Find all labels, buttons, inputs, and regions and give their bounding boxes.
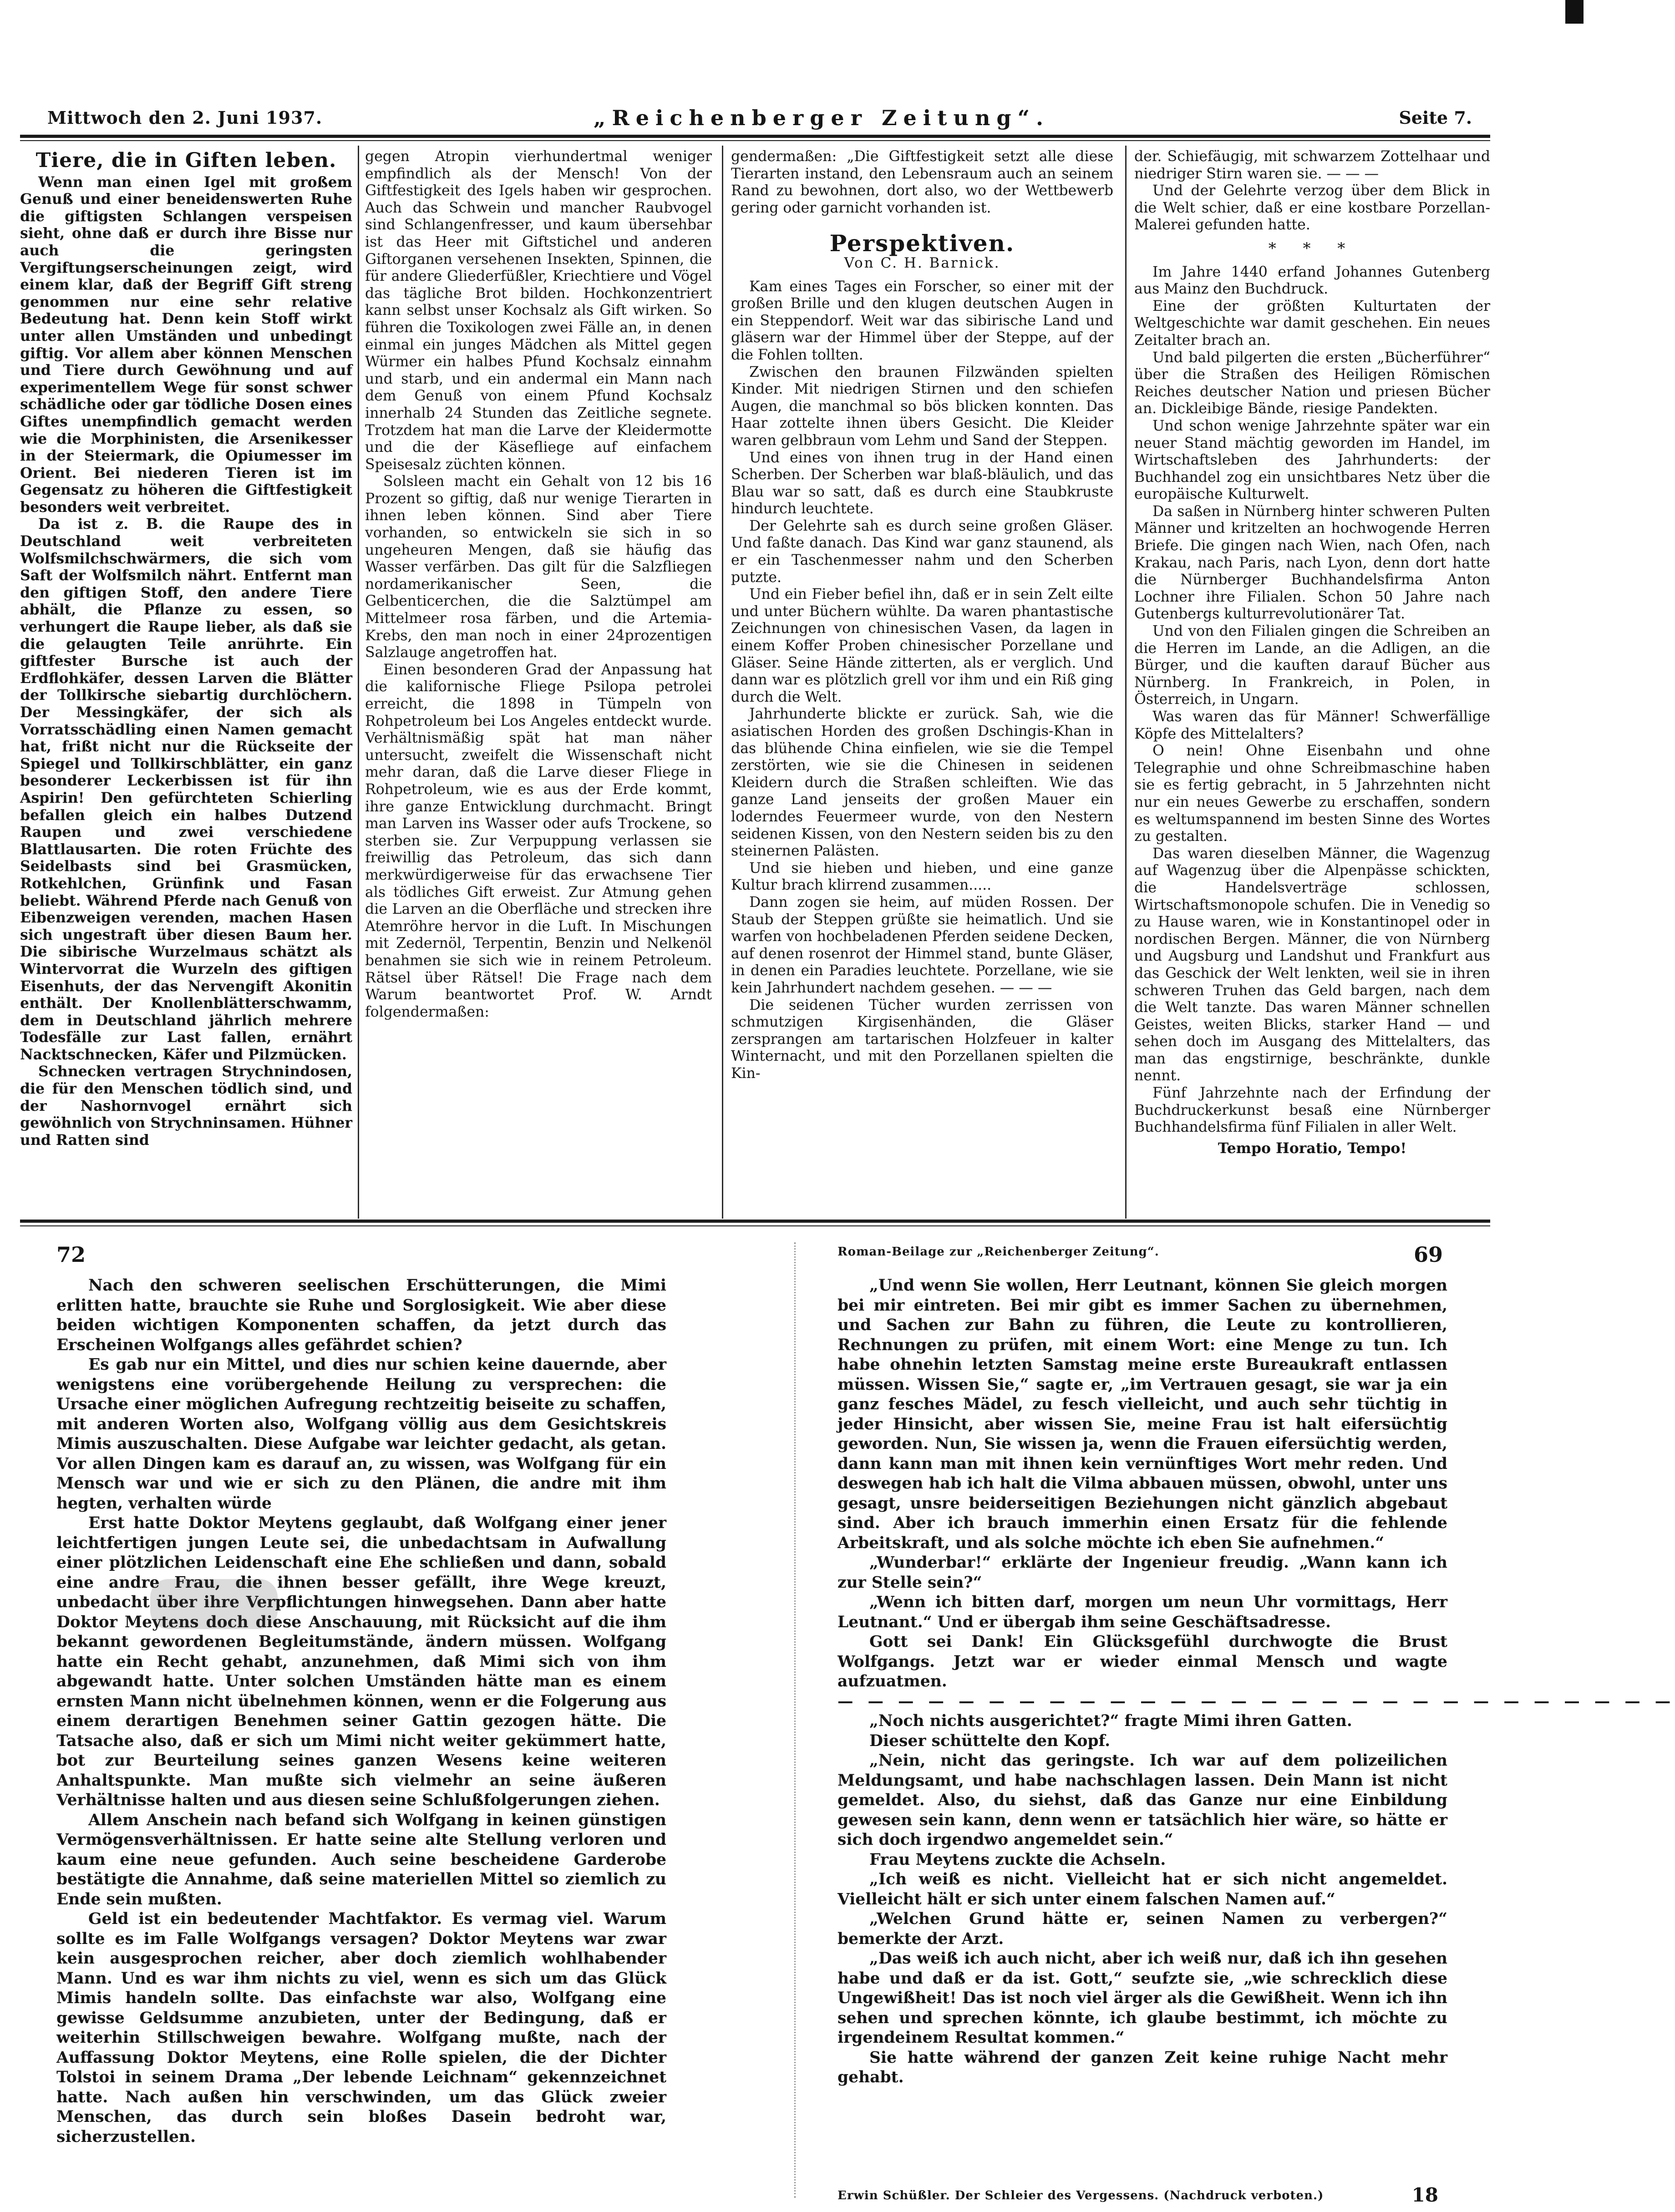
paragraph: Dann zogen sie heim, auf müden Rossen. Der Staub der Steppen grüßte sie heimatlich. Und sie warfen von hochbeladenen Pferden seidene Decken, auf denen rosenrot der Himmel stand, bunte Gläser, in denen ein Paradies leuchtete. Porzellane, wie sie kein Jahrhundert nachdem gesehen. — — — [731,894,1113,996]
paragraph: Nach den schweren seelischen Erschütterungen, die Mimi erlitten hatte, brauchte sie Ruhe und Sorglosigkeit. Wie aber diese beiden wichtigen Komponenten schaffen, da jetzt durch das Erscheinen Wolfgangs alles gefährdet schien? [56,1276,666,1354]
paragraph: Erst hatte Doktor Meytens geglaubt, daß Wolfgang einer jener leichtfertigen jungen Leute sei, die unbedachtsam in Aufwallung einer plötzlichen Leidenschaft eine Ehe schließen und dann, sobald eine andre Frau, die ihnen besser gefällt, ihre Wege kreuzt, unbedacht über ihre Verpflichtungen hinwegsehen. Dann aber hatte Doktor Meytens doch diese Anschauung, mit Rücksicht auf die ihm bekannt gewordenen Begleitumstände, ändern müssen. Wolfgang hatte ein Recht gehabt, anzunehmen, daß Mimi sich von ihm abgewandt hatte. Unter solchen Umständen hätte man es einem ernsten Mann nicht übelnehmen können, wenn er die Folgerung aus einem derartigen Benehmen seiner Gattin gezogen hätte. Die Tatsache also, daß er sich um Mimi nicht weiter gekümmert hatte, bot zur Beurteilung seines ganzen Wesens keine weiteren Anhaltspunkte. Man mußte sich vielmehr an seine äußeren Verhältnisse halten und aus diesen seine Schlußfolgerungen ziehen. [56,1514,666,1809]
article-column-2 [365,148,712,1218]
paragraph: Und eines von ihnen trug in der Hand einen Scherben. Der Scherben war blaß-bläulich, und das Blau war so satt, daß es durch eine Staubkruste hindurch leuchtete. [731,449,1113,517]
article-column-3 [731,148,1113,1218]
article-byline: Von C. H. Barnick. [844,254,1000,271]
paragraph: Schnecken vertragen Strychnindosen, die für den Menschen tödlich sind, und der Nashornvogel ernährt sich gewöhnlich von Strychninsamen. Hühner und Ratten sind [20,1063,352,1149]
issue-date: Mittwoch den 2. Juni 1937. [47,107,323,128]
novel-page-left [47,1242,671,2202]
fold-rule [20,1220,1490,1223]
paragraph: Und von den Filialen gingen die Schreiben an die Herren im Lande, an die Adligen, an die Bürger, und die kauften darauf Bücher aus Nürnberg. In Frankreich, in Polen, in Österreich, in Ungarn. [1134,623,1490,708]
paragraph: Dieser schüttelte den Kopf. [869,1731,1111,1750]
paragraph: „Welchen Grund hätte er, seinen Namen zu verbergen?“ bemerkte der Arzt. [838,1910,1447,1948]
paragraph: „Das weiß ich auch nicht, aber ich weiß nur, daß ich ihn gesehen habe und daß er da ist. Gott,“ seufzte sie, „wie schrecklich diese Ungewißheit! Das ist noch viel ärger als die Gewißheit. Wenn ich ihn sehen und sprechen könnte, ich glaube bestimmt, ich möchte zu irgendeinem Resultat kommen.“ [838,1949,1447,2047]
paragraph: Gott sei Dank! Ein Glücksgefühl durchwogte die Brust Wolfgangs. Jetzt war er wieder einmal Mensch und wagte aufzuatmen. [838,1633,1447,1691]
novel-page-number: 69 [1413,1242,1443,1267]
paragraph: Das waren dieselben Männer, die Wagenzug auf Wagenzug über die Alpenpässe schickten, die Handelsverträge schlossen, Wirtschaftsmonopole schufen. Die in Venedig so zu Hause waren, wie in Konstantinopel oder in nordischen Bergen. Männer, die von Nürnberg und Augsburg und Landshut und Frankfurt aus das Geschick der Welt lenkten, weil sie in ihren schweren Truhen das Geld bargen, nach dem die Welt tanzte. Das waren Männer schnellen Geistes, weiten Blicks, starker Hand — und sehen doch im Ausgang des Mittelalters, das man das engstirnige, beschränkte, dunkle nennt. [1134,845,1490,1084]
paragraph: gegen Atropin vierhundertmal weniger empfindlich als der Mensch! Von der Giftfestigkeit des Igels haben wir gesprochen. Auch das Schwein und mancher Raubvogel sind Schlangenfresser, und kaum übersehbar ist das Heer mit Giftstichel und anderen Giftorganen versehenen Insekten, Spinnen, die für andere Gliederfüßler, Kriechtiere und Vögel das tägliche Brot bilden. Hochkonzentriert kann selbst unser Kochsalz als Gift wirken. So führen die Toxikologen zwei Fälle an, in denen einmal ein junges Mädchen als Mittel gegen Würmer ein halbes Pfund Kochsalz einnahm und starb, und ein andermal ein Mann nach dem Genuß von einem Pfund Kochsalz innerhalb 24 Stunden das Zeitliche segnete. Trotzdem hat man die Larve der Kleidermotte und die der Käsefliege auf einfachem Speisesalz züchten können. [365,148,712,473]
paragraph: der. Schiefäugig, mit schwarzem Zottelhaar und niedriger Stirn waren sie. — — — [1134,148,1490,182]
paragraph: „Ich weiß es nicht. Vielleicht hat er sich nicht angemeldet. Vielleicht hält er sich unter einem falschen Namen auf.“ [838,1870,1447,1908]
page-number: Seite 7. [1399,107,1472,128]
article-signature: Tempo Horatio, Tempo! [1218,1139,1407,1157]
paragraph: Jahrhunderte blickte er zurück. Sah, wie die asiatischen Horden des großen Dschingis-Khan in das blühende China einfielen, wie sie die Tempel zerstörten, wie sie die Chinesen in seidenen Kleidern durch die Straßen schleiften. Wie das ganze Land jenseits der großen Mauer ein loderndes Feuermeer wurde, von den Nestern seidenen Kissen, von den Nestern seiden bis zu den steinernen Palästen. [731,706,1113,860]
paragraph: Und der Gelehrte verzog über dem Blick in die Welt schier, daß er eine kostbare Porzellan-Malerei gefunden hatte. [1134,182,1490,233]
novel-footer: Erwin Schüßler. Der Schleier des Vergessens. (Nachdruck verboten.) [838,2189,1324,2202]
paragraph: Eine der größten Kulturtaten der Weltgeschichte war damit geschehen. Ein neues Zeitalter brach an. [1134,298,1490,349]
article-column-4 [1134,148,1490,1218]
novel-page-number: 72 [56,1242,86,1267]
paragraph: Geld ist ein bedeutender Machtfaktor. Es vermag viel. Warum sollte es im Falle Wolfgangs versagen? Doktor Meytens war zwar kein ausgesprochen reicher, aber doch ziemlich wohlhabender Mann. Und es war ihm nichts zu viel, wenn es sich um das Glück Mimis handeln sollte. Das einfachste war also, Wolfgang eine gewisse Geldsumme anzubieten, unter der Bedingung, daß er weiterhin Stillschweigen bewahre. Wolfgang mußte, nach der Auffassung Doktor Meytens, eine Rolle spielen, die der Dichter Tolstoi in seinem Drama „Der lebende Leichnam“ gekennzeichnet hatte. Nach außen hin verschwinden, um das Glück zweier Menschen, das durch sein bloßes Dasein bedroht war, sicherzustellen. [56,1910,666,2146]
paragraph: Da ist z. B. die Raupe des in Deutschland weit verbreiteten Wolfsmilchschwärmers, die sich vom Saft der Wolfsmilch nährt. Entfernt man den giftigen Stoff, den andere Tiere abhält, die Pflanze zu essen, so verhungert die Raupe lieber, als daß sie die gelaugten Teile anrührte. Ein giftfester Bursche ist auch der Erdflohkäfer, dessen Larven die Blätter der Tollkirsche siebartig durchlöchern. Der Messingkäfer, der sich als Vorratsschädling einen Namen gemacht hat, frißt nicht nur die Rückseite der Spiegel und Tollkirschblätter, ein ganz besonderer Leckerbissen ist für ihn Aspirin! Den gefürchteten Schierling befallen gleich ein halbes Dutzend Raupen und zwei verschiedene Blattlausarten. Die roten Früchte des Seidelbasts sind bei Grasmücken, Rotkehlchen, Grünfink und Fasan beliebt. Während Pferde nach Genuß von Eibenzweigen verenden, machen Hasen sich ungestraft über diesen Baum her. Die sibirische Wurzelmaus schätzt als Wintervorrat die Wurzeln des giftigen Eisenhuts, der das Nervengift Akonitin enthält. Der Knollenblätterschwamm, dem in Deutschland jährlich mehrere Todesfälle zur Last fallen, ernährt Nacktschnecken, Käfer und Pilzmücken. [20,516,352,1063]
paragraph: „Und wenn Sie wollen, Herr Leutnant, können Sie gleich morgen bei mir eintreten. Bei mir gibt es immer Sachen zu übernehmen, und Sachen zur Bahn zu führen, die Leute zu kontrollieren, Rechnungen zu prüfen, mit einem Wort: eine Menge zu tun. Ich habe ohnehin letzten Samstag meine erste Bureaukraft entlassen müssen. Wissen Sie,“ sagte er, „im Vertrauen gesagt, sie war ja ein ganz fesches Mädel, zu fesch vielleicht, und auch sehr tüchtig in jeder Hinsicht, aber wissen Sie, meine Frau ist halt eifersüchtig geworden. Nun, Sie wissen ja, wenn die Frauen eifersüchtig werden, dann kann man mit ihnen kein vernünftiges Wort mehr reden. Und deswegen hab ich halt die Vilma abbauen müssen, obwohl, unter uns gesagt, unsre beiderseitigen Beziehungen nicht gänzlich abgebaut sind. Aber ich brauch immerhin einen Ersatz für die fehlende Arbeitskraft, und als solche möchte ich eben Sie aufnehmen.“ [838,1276,1447,1552]
paragraph: Frau Meytens zuckte die Achseln. [869,1850,1166,1869]
paragraph: Wenn man einen Igel mit großem Genuß und einer beneidenswerten Ruhe die giftigsten Schlangen verspeisen sieht, ohne daß er durch ihre Bisse nur auch die geringsten Vergiftungserscheinungen zeigt, wird einem klar, daß der Begriff Gift streng genommen nur eine sehr relative Bedeutung hat. Denn kein Stoff wirkt unter allen Umständen und unbedingt giftig. Vor allem aber können Menschen und Tiere durch Gewöhnung und auf experimentellem Wege für sonst schwer schädliche oder gar tödliche Dosen eines Giftes unempfindlich gemacht werden wie die Morphinisten, die Arsenikesser in der Steiermark, die Opiumesser im Orient. Bei niederen Tieren ist im Gegensatz zu höheren die Giftfestigkeit besonders weit verbreitet. [20,173,352,516]
paragraph: „Noch nichts ausgerichtet?“ fragte Mimi ihren Gatten. [869,1712,1352,1730]
page-fold [794,1242,797,2198]
signature-number: 18 [1411,2184,1438,2206]
supplement-title: Roman-Beilage zur „Reichenberger Zeitung“. [838,1245,1159,1259]
paragraph: Der Gelehrte sah es durch seine großen Gläser. Und faßte danach. Das Kind war ganz staunend, als er ein Taschenmesser nahm und den Scherben putzte. [731,517,1113,586]
paragraph: Was waren das für Männer! Schwerfällige Köpfe des Mittelalters? [1134,709,1490,742]
paragraph: Und bald pilgerten die ersten „Bücherführer“ über die Straßen des Heiligen Römischen Reiches deutscher Nation und priesen Bücher an. Dickleibige Bände, riesige Pandekten. [1134,349,1490,417]
paragraph: Einen besonderen Grad der Anpassung hat die kalifornische Fliege Psilopa petrolei erreicht, die 1898 in Tümpeln von Rohpetroleum bei Los Angeles entdeckt wurde. Verhältnismäßig spät hat man näher untersucht, zweifelt die Wissenschaft nicht mehr daran, daß die Larve dieser Fliege in Rohpetroleum, wie es aus der Erde kommt, ihre ganze Entwicklung durchmacht. Bringt man Larven ins Wasser oder aufs Trockene, so sterben sie. Zur Verpuppung verlassen sie freiwillig das Petroleum, das sich dann merkwürdigerweise für das erwachsene Tier als tödliches Gift erweist. Zur Atmung gehen die Larven an die Oberfläche und strecken ihre Atemröhre hervor in die Luft. In Mischungen mit Zedernöl, Terpentin, Benzin und Nelkenöl benahmen sie sich wie in reinem Petroleum. Rätsel über Rätsel! Die Frage nach dem Warum beantwortet Prof. W. Arndt folgendermaßen: [365,661,712,1020]
paragraph: „Wenn ich bitten darf, morgen um neun Uhr vormittags, Herr Leutnant.“ Und er übergab ihm seine Geschäftsadresse. [838,1593,1447,1631]
paragraph: gendermaßen: „Die Giftfestigkeit setzt alle diese Tierarten instand, den Lebensraum auch an seinem Rand zu bewohnen, dort also, wo der Wettbewerb gering oder garnicht vorhanden ist. [731,148,1113,216]
page-header [47,104,1490,136]
paragraph: Solsleen macht ein Gehalt von 12 bis 16 Prozent so giftig, daß nur wenige Tierarten in ihnen leben können. Sind aber Tiere vorhanden, so entwickeln sie sich in so ungeheuren Mengen, daß sie häufig das Wasser verfärben. Das gilt für die Salzfliegen nordamerikanischer Seen, die Gelbenticerchen, die die Salztümpel am Mittelmeer rosa färben, und die Artemia-Krebs, den man noch in einer 24prozentigen Salzlauge angetroffen hat. [365,473,712,661]
column-divider [358,146,359,1219]
paragraph: Und schon wenige Jahrzehnte später war ein neuer Stand mächtig geworden im Handel, im Wirtschaftsleben des Jahrhunderts: der Buchhandel zog ein unsichtbares Netz über die europäische Kulturwelt. [1134,417,1490,503]
section-break: — — — — — — — — — — — — — — — — — — — — — — — — — — — — [838,1692,1675,1711]
paragraph: Sie hatte während der ganzen Zeit keine ruhige Nacht mehr gehabt. [838,2048,1447,2086]
paragraph: Fünf Jahrzehnte nach der Erfindung der Buchdruckerkunst besaß eine Nürnberger Buchhandelsfirma fünf Filialen in aller Welt. [1134,1085,1490,1136]
paragraph: Kam eines Tages ein Forscher, so einer mit der großen Brille und den klugen deutschen Augen in ein Steppendorf. Weit war das sibirische Land und gläsern war der Himmel über der Steppe, auf der die Fohlen tollten. [731,278,1113,363]
corner-mark [1565,0,1584,24]
newspaper-title: „Reichenberger Zeitung“. [594,106,1050,130]
article-title: Tiere, die in Giften leben. [36,149,337,172]
novel-text [56,1276,666,2147]
paragraph: Zwischen den braunen Filzwänden spielten Kinder. Mit niedrigen Stirnen und den schiefen Augen, die manchmal so bös blicken konnten. Das Haar zottelte ihnen übers Gesicht. Die Kleider waren gelbbraun vom Lehm und Sand der Steppen. [731,364,1113,449]
paragraph: Die seidenen Tücher wurden zerrissen von schmutzigen Kirgisenhänden, die Gläser zersprangen am tartarischen Holzfeuer in kalter Winternacht, und mit den Porzellanen spielten die Kin- [731,997,1113,1082]
paragraph: „Wunderbar!“ erklärte der Ingenieur freudig. „Wann kann ich zur Stelle sein?“ [838,1554,1447,1592]
paragraph: O nein! Ohne Eisenbahn und ohne Telegraphie und ohne Schreibmaschine haben sie es fertig gebracht, in 5 Jahrzehnten nicht nur ein neues Gewerbe zu erschaffen, sondern es weltumspannend im besten Sinne des Wortes zu gestalten. [1134,743,1490,845]
ink-smudge [150,1579,278,1629]
header-rule-thin [20,140,1490,141]
section-separator: * * * [1268,239,1356,258]
paragraph: „Nein, nicht das geringste. Ich war auf dem polizeilichen Meldungsamt, und habe nachschlagen lassen. Dein Mann ist nicht gemeldet. Also, du siehst, daß das Ganze nur eine Einbildung gewesen sein kann, denn wenn er tatsächlich hier wäre, so hätte er sich doch irgendwo angemeldet sein.“ [838,1751,1447,1849]
novel-text [838,1276,1675,2088]
paragraph: Im Jahre 1440 erfand Johannes Gutenberg aus Mainz den Buchdruck. [1134,263,1490,298]
header-rule [20,135,1490,138]
column-divider [722,146,723,1219]
novel-page-right [828,1242,1675,2206]
paragraph: Da saßen in Nürnberg hinter schweren Pulten Männer und kritzelten an hochwogende Herren Briefe. Die gingen nach Wien, nach Ofen, nach Krakau, nach Paris, nach Lyon, denn dort hatte die Nürnberger Buchhandelsfirma Anton Lochner ihre Filialen. Schon 50 Jahre nach Gutenbergs kulturrevolutionärer Tat. [1134,503,1490,623]
article-column-1 [20,148,352,1218]
paragraph: Es gab nur ein Mittel, und dies nur schien keine dauernde, aber wenigstens eine vorübergehende Heilung zu versprechen: die Ursache einer möglichen Aufregung rechtzeitig beiseite zu schaffen, mit anderen Worten also, Wolfgang völlig aus dem Gesichtskreis Mimis auszuschalten. Diese Aufgabe war leichter gedacht, als getan. Vor allen Dingen kam es darauf an, zu wissen, was Wolfgang für ein Mensch war und wie er sich zu den Plänen, die andre mit ihm hegten, verhalten würde [56,1356,666,1513]
fold-rule-thin [20,1225,1490,1226]
paragraph: Und sie hieben und hieben, und eine ganze Kultur brach klirrend zusammen..... [731,860,1113,894]
article-title: Perspektiven. [829,230,1015,257]
paragraph: Allem Anschein nach befand sich Wolfgang in keinen günstigen Vermögensverhältnissen. Er hatte seine alte Stellung verloren und kaum eine neue gefunden. Auch seine bescheidene Garderobe bestätigte die Annahme, daß seine materiellen Mittel so ziemlich zu Ende sein mußten. [56,1811,666,1908]
paragraph: Und ein Fieber befiel ihn, daß er in sein Zelt eilte und unter Büchern wühlte. Da waren phantastische Zeichnungen von chinesischen Vasen, da lagen in einem Koffer Proben chinesischer Porzellane und Gläser. Seine Hände zitterten, als er verglich. Und dann war es plötzlich grell vor ihm und ein Riß ging durch die Welt. [731,586,1113,705]
column-divider [1125,146,1127,1219]
